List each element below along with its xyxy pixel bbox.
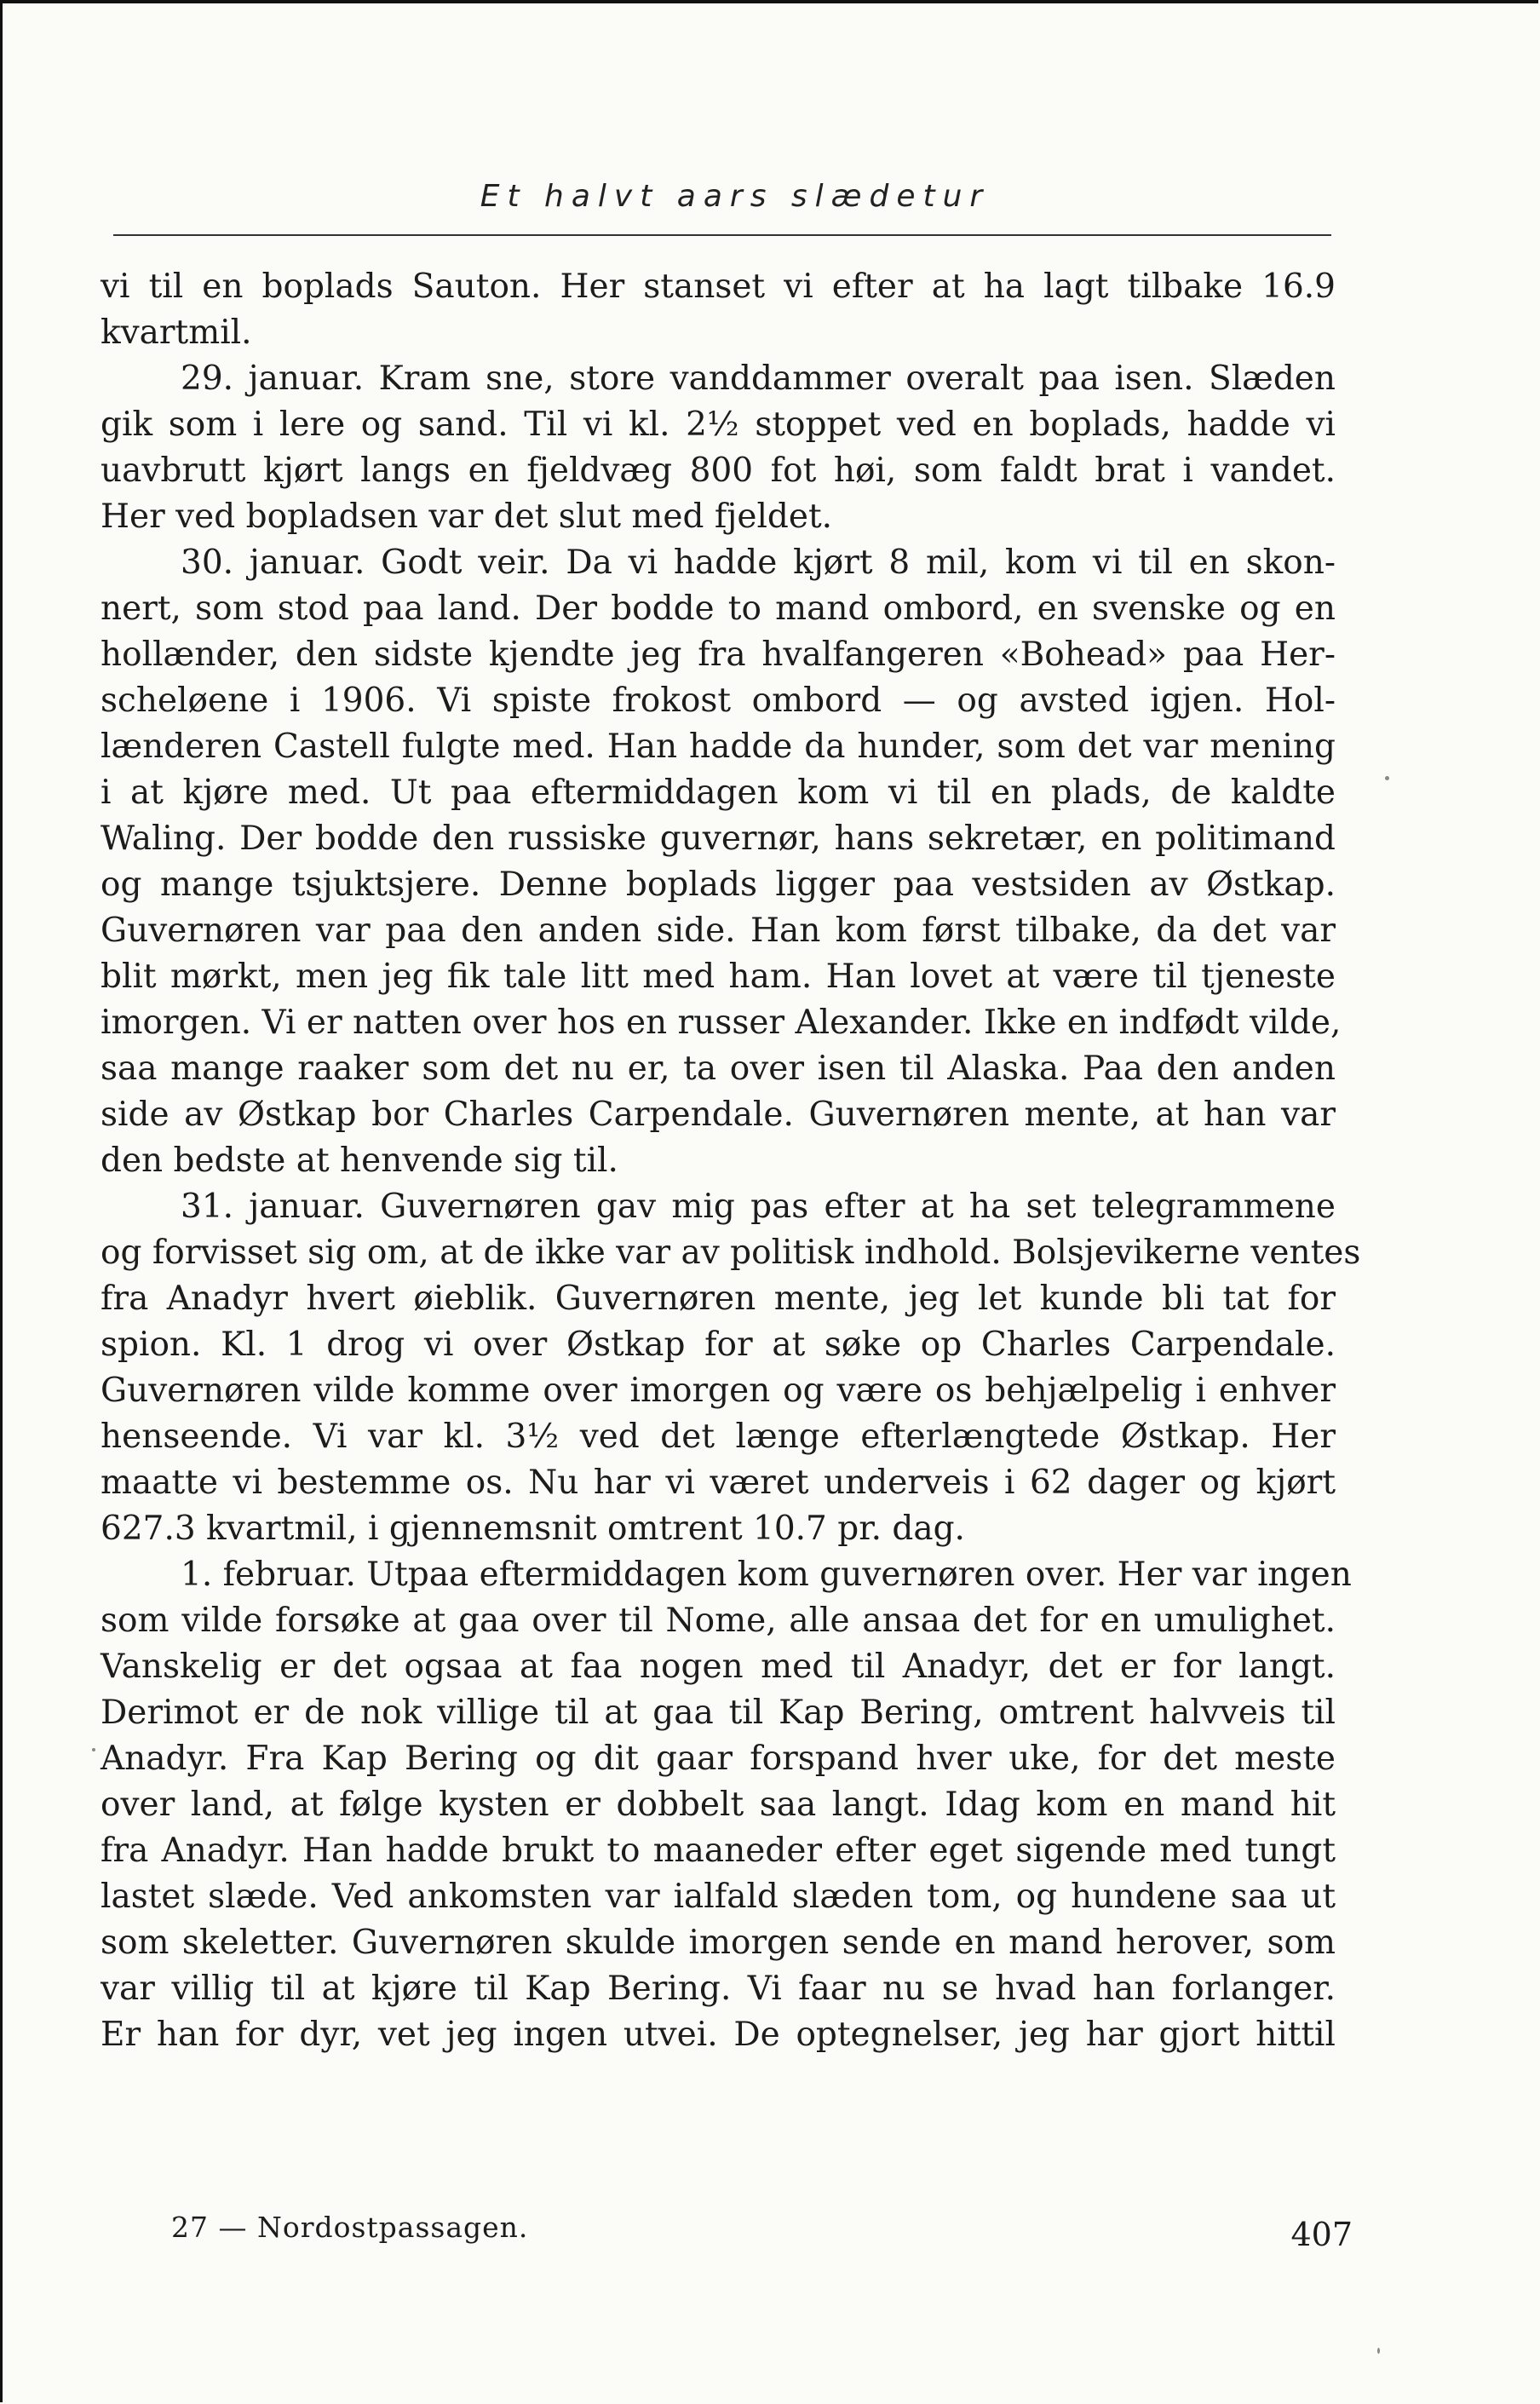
- text-line: 29. januar. Kram sne, store vanddammer overalt paa isen. Slæden: [181, 359, 1336, 398]
- text-line: saa mange raaker som det nu er, ta over isen til Alaska. Paa den anden: [101, 1050, 1336, 1088]
- text-line: spion. Kl. 1 drog vi over Østkap for at søke op Charles Carpendale.: [101, 1326, 1336, 1364]
- book-page: [101, 179, 1361, 2253]
- text-line: kvartmil.: [101, 313, 252, 352]
- header-rule: [113, 234, 1331, 236]
- scan-speck: [1377, 2348, 1380, 2354]
- text-line: i at kjøre med. Ut paa eftermiddagen kom vi til en plads, de kaldte: [101, 774, 1336, 812]
- scan-speck: [1385, 776, 1389, 780]
- text-line: som skeletter. Guvernøren skulde imorgen sende en mand herover, som: [101, 1924, 1336, 1962]
- text-line: lænderen Castell fulgte med. Han hadde da hunder, som det var mening: [101, 728, 1336, 766]
- text-line: scheløene i 1906. Vi spiste frokost ombord — og avsted igjen. Hol-: [101, 682, 1336, 720]
- text-line: som vilde forsøke at gaa over til Nome, alle ansaa det for en umulighet.: [101, 1602, 1336, 1640]
- text-line: fra Anadyr. Han hadde brukt to maaneder efter eget sigende med tungt: [101, 1832, 1336, 1870]
- text-line: over land, at følge kysten er dobbelt saa langt. Idag kom en mand hit: [101, 1786, 1336, 1824]
- running-head: Et halvt aars slædetur: [480, 179, 991, 214]
- text-line: og mange tsjuktsjere. Denne boplads ligger paa vestsiden av Østkap.: [101, 866, 1336, 904]
- text-line: 31. januar. Guvernøren gav mig pas efter at ha set telegrammene: [181, 1188, 1336, 1226]
- text-line: og forvisset sig om, at de ikke var av politisk indhold. Bolsjevikerne ventes: [101, 1234, 1361, 1272]
- scan-speck: [92, 1748, 95, 1751]
- text-line: side av Østkap bor Charles Carpendale. Guvernøren mente, at han var: [101, 1096, 1336, 1134]
- text-line: Er han for dyr, vet jeg ingen utvei. De optegnelser, jeg har gjort hittil: [101, 2016, 1336, 2054]
- text-line: vi til en boplads Sauton. Her stanset vi efter at ha lagt tilbake 16.9: [101, 267, 1336, 306]
- text-line: 30. januar. Godt veir. Da vi hadde kjørt 8 mil, kom vi til en skon-: [181, 543, 1336, 582]
- text-line: lastet slæde. Ved ankomsten var ialfald slæden tom, og hundene saa ut: [101, 1878, 1336, 1916]
- text-line: nert, som stod paa land. Der bodde to mand ombord, en svenske og en: [101, 589, 1336, 628]
- text-line: Anadyr. Fra Kap Bering og dit gaar forspand hver uke, for det meste: [101, 1740, 1336, 1778]
- text-line: hollænder, den sidste kjendte jeg fra hvalfangeren «Bohead» paa Her-: [101, 636, 1336, 674]
- text-line: uavbrutt kjørt langs en fjeldvæg 800 fot høi, som faldt brat i vandet.: [101, 451, 1336, 490]
- text-line: 627.3 kvartmil, i gjennemsnit omtrent 10.7 pr. dag.: [101, 1510, 965, 1548]
- text-line: blit mørkt, men jeg fik tale litt med ham. Han lovet at være til tjeneste: [101, 958, 1336, 996]
- body-text: [101, 264, 1361, 2058]
- text-line: gik som i lere og sand. Til vi kl. 2½ stoppet ved en boplads, hadde vi: [101, 405, 1336, 444]
- page-footer: [101, 2211, 1353, 2262]
- page-number: 407: [1290, 2216, 1353, 2253]
- text-line: maatte vi bestemme os. Nu har vi været underveis i 62 dager og kjørt: [101, 1464, 1336, 1502]
- text-line: 1. februar. Utpaa eftermiddagen kom guvernøren over. Her var ingen: [181, 1556, 1352, 1594]
- text-line: imorgen. Vi er natten over hos en russer Alexander. Ikke en indfødt vilde,: [101, 1004, 1342, 1042]
- text-line: Waling. Der bodde den russiske guvernør, hans sekretær, en politimand: [101, 820, 1336, 858]
- text-line: Guvernøren var paa den anden side. Han kom først tilbake, da det var: [101, 912, 1336, 950]
- text-line: Vanskelig er det ogsaa at faa nogen med til Anadyr, det er for langt.: [101, 1648, 1336, 1686]
- signature-mark: 27 — Nordostpassagen.: [171, 2211, 529, 2244]
- text-line: Her ved bopladsen var det slut med fjeldet.: [101, 497, 833, 536]
- text-line: den bedste at henvende sig til.: [101, 1142, 618, 1180]
- text-line: Guvernøren vilde komme over imorgen og være os behjælpelig i enhver: [101, 1372, 1336, 1410]
- text-line: Derimot er de nok villige til at gaa til Kap Bering, omtrent halvveis til: [101, 1694, 1336, 1732]
- text-line: fra Anadyr hvert øieblik. Guvernøren mente, jeg let kunde bli tat for: [101, 1280, 1336, 1318]
- text-line: var villig til at kjøre til Kap Bering. Vi faar nu se hvad han forlanger.: [101, 1970, 1336, 2008]
- text-line: henseende. Vi var kl. 3½ ved det længe efterlængtede Østkap. Her: [101, 1418, 1336, 1456]
